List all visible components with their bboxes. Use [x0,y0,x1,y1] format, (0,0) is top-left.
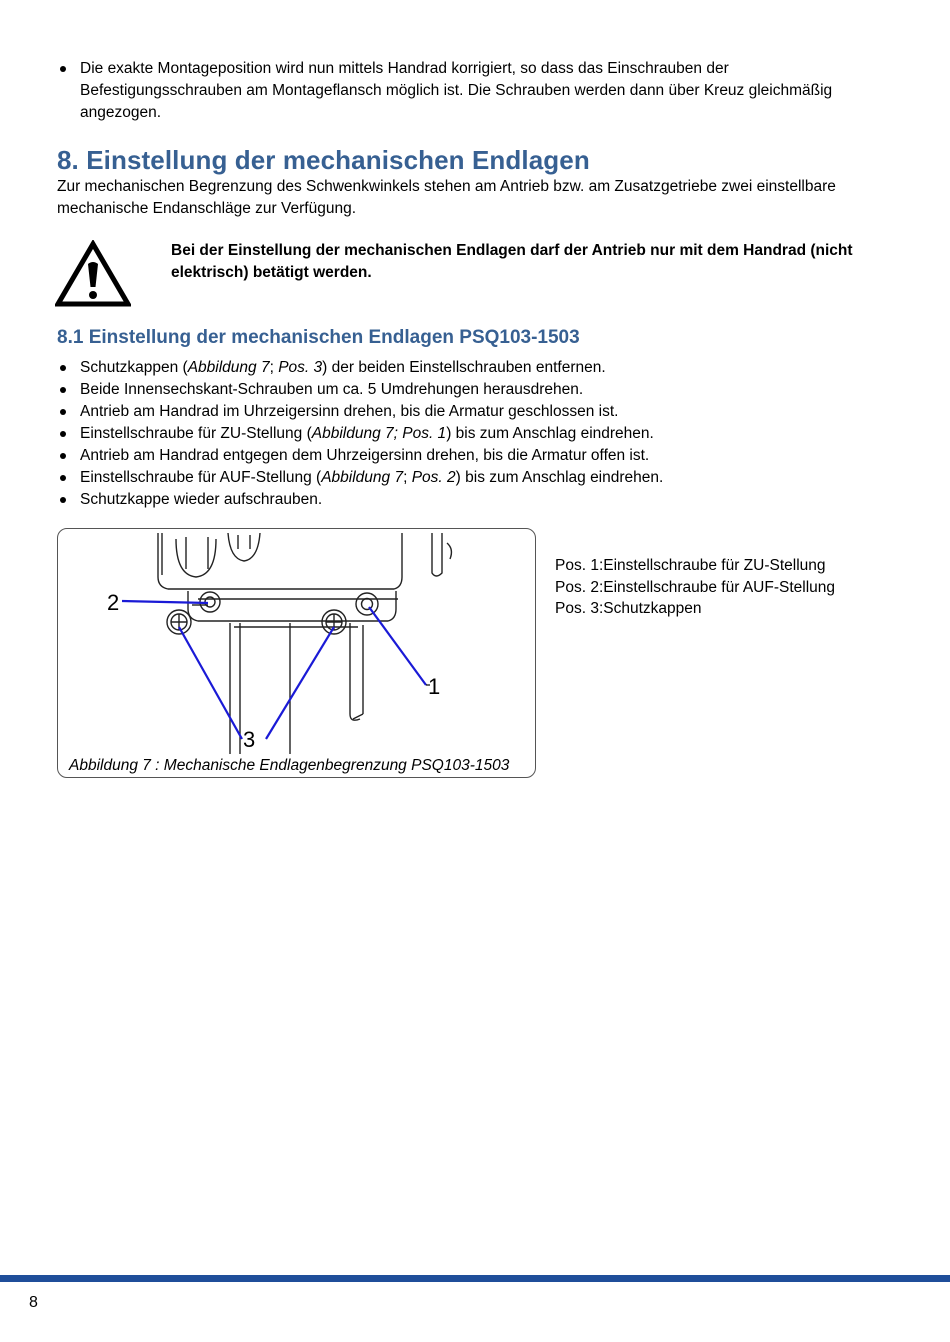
step-item: Antrieb am Handrad im Uhrzeigersinn drehen, bis die Armatur geschlossen ist. [56,401,916,423]
intro-bullet-list [56,58,916,124]
figure-7-box [57,528,536,778]
step-item: Schutzkappe wieder aufschrauben. [56,489,916,511]
intro-line-2: Befestigungsschrauben am Montageflansch möglich ist. Die Schrauben werden dann über Kreuz gleichmäßig [80,82,833,99]
step-item: Beide Innensechskant-Schrauben um ca. 5 Umdrehungen herausdrehen. [56,379,916,401]
step-item: Einstellschraube für AUF-Stellung (Abbildung 7; Pos. 2) bis zum Anschlag eindrehen. [56,467,916,489]
legend-pos-2: Pos. 2:Einstellschraube für AUF-Stellung [555,578,835,596]
actuator-drawing [58,529,535,754]
page-number: 8 [29,1294,38,1311]
step-item: Antrieb am Handrad entgegen dem Uhrzeigersinn drehen, bis die Armatur offen ist. [56,445,916,467]
intro-bullet-item [56,58,916,124]
section-8-paragraph-line-2: mechanische Endanschläge zur Verfügung. [57,200,357,217]
intro-line-3: angezogen. [80,104,162,121]
footer-bar [0,1275,950,1282]
legend-pos-3: Pos. 3:Schutzkappen [555,600,702,617]
legend-pos-1: Pos. 1:Einstellschraube für ZU-Stellung [555,557,826,574]
warning-line-1: Bei der Einstellung der mechanischen Endlagen darf der Antrieb nur mit dem Handrad (nicht [171,242,853,259]
intro-line-1: Die exakte Montageposition wird nun mittels Handrad korrigiert, so dass das Einschrauben der [80,60,729,77]
warning-triangle-icon [55,240,131,308]
steps-list [56,357,916,511]
warning-line-2: elektrisch) betätigt werden. [171,264,372,281]
section-8-title: 8. Einstellung der mechanischen Endlagen [57,145,590,175]
figure-label-1: 1 [428,674,441,699]
figure-caption: Abbildung 7 : Mechanische Endlagenbegrenzung PSQ103-1503 [69,757,510,774]
step-item: Einstellschraube für ZU-Stellung (Abbildung 7; Pos. 1) bis zum Anschlag eindrehen. [56,423,916,445]
section-8-paragraph-line-1: Zur mechanischen Begrenzung des Schwenkwinkels stehen am Antrieb bzw. am Zusatzgetriebe zwei einstellbare [57,178,836,195]
figure-label-2: 2 [107,590,120,615]
warning-text [171,240,891,284]
section-8-paragraph [57,176,917,220]
step-item: Schutzkappen (Abbildung 7; Pos. 3) der beiden Einstellschrauben entfernen. [56,357,916,379]
section-8-1-title: 8.1 Einstellung der mechanischen Endlagen PSQ103-1503 [57,327,580,348]
figure-label-3: 3 [243,727,256,752]
figure-legend [555,555,835,620]
